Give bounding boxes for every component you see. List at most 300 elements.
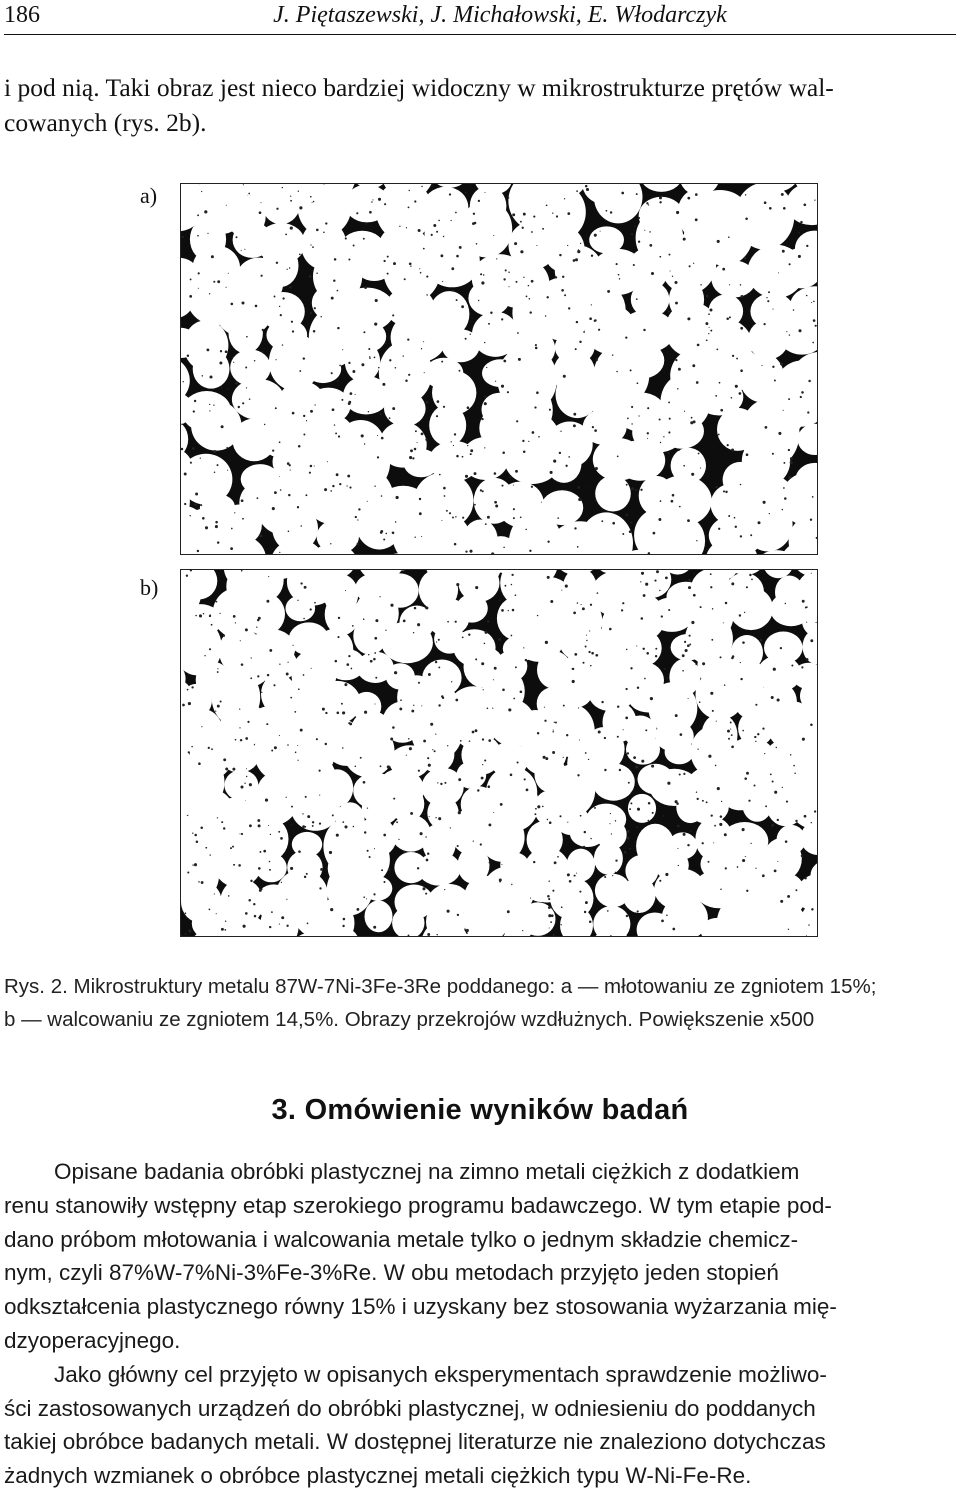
speckle	[778, 432, 781, 435]
speckle	[607, 290, 610, 293]
speckle	[441, 520, 442, 521]
speckle	[327, 461, 328, 462]
speckle	[244, 783, 245, 784]
speckle	[579, 891, 581, 893]
speckle	[651, 765, 654, 768]
speckle	[275, 407, 277, 409]
speckle	[508, 197, 509, 198]
speckle	[202, 517, 205, 520]
speckle	[390, 738, 393, 741]
speckle	[290, 227, 293, 230]
speckle	[635, 765, 638, 768]
speckle	[619, 278, 620, 279]
speckle	[679, 773, 681, 775]
speckle	[790, 461, 793, 464]
speckle	[465, 338, 467, 340]
speckle	[257, 675, 259, 677]
speckle	[429, 816, 430, 817]
speckle	[239, 708, 240, 709]
speckle	[209, 293, 210, 294]
speckle	[561, 590, 562, 591]
speckle	[774, 870, 777, 873]
speckle	[380, 530, 383, 533]
speckle	[209, 616, 210, 617]
micrograph-a	[180, 183, 818, 555]
speckle	[446, 510, 448, 512]
speckle	[594, 320, 596, 322]
micrograph-b	[180, 569, 818, 937]
speckle	[410, 449, 413, 452]
speckle	[246, 768, 247, 769]
speckle	[676, 211, 679, 214]
speckle	[319, 795, 320, 796]
speckle	[481, 777, 484, 780]
speckle	[616, 371, 618, 373]
speckle	[335, 432, 337, 434]
grain	[365, 900, 393, 932]
speckle	[435, 734, 436, 735]
speckle	[342, 349, 343, 350]
speckle	[494, 667, 497, 670]
speckle	[709, 327, 710, 328]
speckle	[381, 495, 383, 497]
speckle	[678, 368, 681, 371]
speckle	[487, 620, 489, 622]
speckle	[763, 323, 765, 325]
speckle	[643, 594, 646, 597]
speckle	[642, 648, 644, 650]
speckle	[807, 411, 809, 413]
speckle	[578, 486, 581, 489]
speckle	[625, 336, 627, 338]
speckle	[444, 495, 446, 497]
speckle	[659, 196, 662, 199]
grain	[424, 236, 480, 288]
running-head-authors: J. Piętaszewski, J. Michałowski, E. Włodarczyk	[273, 2, 727, 28]
speckle	[575, 348, 577, 350]
speckle	[702, 662, 705, 665]
speckle	[357, 543, 359, 545]
speckle	[303, 357, 305, 359]
body-line: nym, czyli 87%W-7%Ni-3%Fe-3%Re. W obu metodach przyjęto jeden stopień	[4, 1260, 779, 1286]
speckle	[438, 704, 440, 706]
speckle	[547, 819, 548, 820]
speckle	[299, 370, 301, 372]
speckle	[722, 268, 725, 271]
speckle	[626, 915, 628, 917]
speckle	[269, 869, 271, 871]
speckle	[404, 278, 406, 280]
speckle	[456, 583, 459, 586]
speckle	[731, 657, 734, 660]
speckle	[802, 738, 805, 741]
speckle	[257, 819, 260, 822]
speckle	[604, 769, 606, 771]
speckle	[567, 822, 568, 823]
speckle	[612, 875, 613, 876]
speckle	[621, 192, 624, 195]
speckle	[460, 740, 462, 742]
speckle	[528, 285, 530, 287]
speckle	[396, 496, 399, 499]
speckle	[801, 391, 804, 394]
speckle	[683, 833, 686, 836]
speckle	[579, 739, 580, 740]
speckle	[806, 622, 807, 623]
speckle	[601, 701, 603, 703]
speckle	[190, 515, 191, 516]
speckle	[306, 873, 308, 875]
speckle	[682, 654, 685, 657]
speckle	[489, 861, 491, 863]
speckle	[700, 468, 701, 469]
speckle	[523, 277, 524, 278]
panel-b-label: b)	[140, 575, 159, 600]
speckle	[627, 752, 629, 754]
speckle	[242, 402, 244, 404]
speckle	[576, 190, 578, 192]
speckle	[291, 806, 293, 808]
speckle	[352, 625, 354, 627]
speckle	[254, 360, 256, 362]
speckle	[507, 910, 510, 913]
speckle	[412, 457, 414, 459]
speckle	[227, 388, 228, 389]
speckle	[574, 653, 577, 656]
speckle	[525, 529, 527, 531]
speckle	[432, 749, 433, 750]
speckle	[272, 449, 274, 451]
speckle	[200, 457, 201, 458]
speckle	[314, 307, 316, 309]
speckle	[700, 284, 701, 285]
speckle	[668, 431, 670, 433]
speckle	[207, 233, 208, 234]
speckle	[523, 213, 526, 216]
speckle	[488, 823, 491, 826]
speckle	[389, 417, 391, 419]
grain	[220, 739, 259, 772]
speckle	[637, 686, 639, 688]
speckle	[618, 274, 620, 276]
speckle	[250, 880, 252, 882]
speckle	[215, 710, 216, 711]
speckle	[216, 913, 217, 914]
speckle	[565, 465, 567, 467]
speckle	[279, 441, 281, 443]
speckle	[569, 880, 572, 883]
speckle	[211, 624, 213, 626]
speckle	[584, 911, 586, 913]
speckle	[641, 572, 644, 575]
speckle	[666, 915, 668, 917]
speckle	[789, 334, 790, 335]
speckle	[245, 737, 248, 740]
speckle	[477, 789, 479, 791]
speckle	[685, 649, 688, 652]
speckle	[573, 259, 576, 262]
speckle	[414, 448, 417, 451]
speckle	[421, 348, 422, 349]
speckle	[194, 400, 196, 402]
speckle	[410, 266, 411, 267]
speckle	[617, 456, 619, 458]
speckle	[462, 517, 464, 519]
speckle	[720, 888, 722, 890]
speckle	[674, 281, 677, 284]
speckle	[623, 906, 624, 907]
speckle	[278, 831, 280, 833]
grain	[418, 852, 461, 886]
speckle	[723, 490, 725, 492]
speckle	[754, 736, 756, 738]
speckle	[333, 279, 335, 281]
speckle	[573, 424, 576, 427]
speckle	[537, 732, 539, 734]
speckle	[578, 498, 581, 501]
speckle	[428, 764, 431, 767]
speckle	[355, 766, 357, 768]
speckle	[181, 423, 183, 425]
speckle	[322, 708, 325, 711]
grain	[229, 313, 263, 354]
speckle	[281, 882, 282, 883]
speckle	[609, 628, 612, 631]
speckle	[546, 204, 548, 206]
speckle	[219, 361, 222, 364]
speckle	[663, 436, 664, 437]
speckle	[715, 486, 717, 488]
speckle	[316, 738, 318, 740]
speckle	[475, 658, 477, 660]
speckle	[249, 824, 252, 827]
speckle	[208, 747, 210, 749]
speckle	[406, 755, 407, 756]
speckle	[706, 801, 708, 803]
speckle	[629, 808, 631, 810]
speckle	[313, 330, 316, 333]
speckle	[750, 534, 752, 536]
speckle	[644, 230, 645, 231]
speckle	[745, 194, 746, 195]
speckle	[695, 664, 696, 665]
speckle	[723, 622, 724, 623]
speckle	[636, 298, 638, 300]
speckle	[549, 821, 552, 824]
speckle	[290, 867, 293, 870]
speckle	[549, 409, 551, 411]
speckle	[626, 484, 628, 486]
speckle	[261, 888, 263, 890]
speckle	[731, 582, 734, 585]
speckle	[280, 314, 282, 316]
speckle	[740, 484, 742, 486]
speckle	[444, 782, 446, 784]
speckle	[653, 532, 656, 535]
speckle	[431, 234, 433, 236]
speckle	[286, 899, 287, 900]
speckle	[698, 453, 700, 455]
speckle	[383, 881, 385, 883]
speckle	[319, 770, 321, 772]
speckle	[342, 711, 345, 714]
speckle	[509, 476, 511, 478]
speckle	[533, 216, 535, 218]
speckle	[562, 276, 564, 278]
speckle	[567, 245, 568, 246]
speckle	[560, 924, 561, 925]
speckle	[310, 244, 311, 245]
speckle	[417, 623, 420, 626]
speckle	[369, 211, 372, 214]
speckle	[453, 445, 454, 446]
speckle	[458, 811, 461, 814]
speckle	[773, 668, 776, 671]
speckle	[498, 638, 501, 641]
speckle	[337, 290, 339, 292]
speckle	[246, 387, 247, 388]
speckle	[437, 782, 438, 783]
speckle	[640, 489, 642, 491]
speckle	[742, 730, 744, 732]
speckle	[514, 242, 517, 245]
speckle	[316, 272, 317, 273]
speckle	[470, 449, 473, 452]
speckle	[459, 246, 462, 249]
speckle	[374, 652, 376, 654]
speckle	[622, 602, 624, 604]
speckle	[266, 537, 267, 538]
speckle	[581, 604, 582, 605]
speckle	[316, 229, 319, 232]
speckle	[675, 714, 678, 717]
speckle	[786, 801, 788, 803]
speckle	[403, 355, 404, 356]
speckle	[337, 636, 339, 638]
speckle	[255, 305, 258, 308]
speckle	[635, 779, 636, 780]
speckle	[515, 594, 517, 596]
intro-line: i pod nią. Taki obraz jest nieco bardziej widoczny w mikrostrukturze prętów wal-	[4, 73, 834, 102]
speckle	[353, 826, 355, 828]
speckle	[737, 866, 739, 868]
speckle	[341, 399, 343, 401]
speckle	[504, 585, 506, 587]
speckle	[225, 921, 226, 922]
speckle	[585, 752, 587, 754]
speckle	[408, 206, 410, 208]
speckle	[668, 401, 670, 403]
speckle	[225, 350, 228, 353]
speckle	[310, 608, 312, 610]
speckle	[494, 501, 497, 504]
speckle	[682, 670, 684, 672]
grain	[665, 740, 694, 765]
speckle	[780, 900, 783, 903]
speckle	[226, 205, 227, 206]
speckle	[182, 236, 184, 238]
speckle	[287, 269, 288, 270]
speckle	[484, 396, 486, 398]
speckle	[408, 738, 410, 740]
speckle	[271, 911, 273, 913]
speckle	[467, 445, 468, 446]
speckle	[508, 286, 509, 287]
speckle	[665, 873, 668, 876]
speckle	[710, 309, 713, 312]
speckle	[676, 802, 678, 804]
speckle	[312, 246, 314, 248]
speckle	[782, 787, 783, 788]
speckle	[482, 738, 484, 740]
speckle	[338, 435, 340, 437]
speckle	[309, 472, 311, 474]
grain	[325, 594, 360, 635]
speckle	[195, 615, 197, 617]
speckle	[385, 630, 386, 631]
speckle	[456, 299, 458, 301]
speckle	[325, 712, 327, 714]
speckle	[424, 372, 425, 373]
speckle	[541, 502, 542, 503]
speckle	[364, 711, 367, 714]
speckle	[609, 823, 610, 824]
speckle	[457, 845, 459, 847]
speckle	[659, 418, 661, 420]
speckle	[610, 813, 611, 814]
speckle	[548, 880, 549, 881]
speckle	[771, 696, 774, 699]
speckle	[790, 457, 793, 460]
speckle	[612, 522, 615, 525]
speckle	[604, 737, 606, 739]
speckle	[793, 765, 795, 767]
speckle	[297, 745, 298, 746]
speckle	[554, 722, 555, 723]
speckle	[708, 861, 710, 863]
speckle	[752, 325, 753, 326]
speckle	[638, 241, 640, 243]
speckle	[420, 272, 422, 274]
speckle	[798, 255, 801, 258]
speckle	[455, 621, 457, 623]
speckle	[551, 914, 554, 917]
speckle	[329, 851, 332, 854]
speckle	[648, 802, 651, 805]
speckle	[652, 812, 654, 814]
speckle	[191, 746, 192, 747]
speckle	[457, 914, 459, 916]
speckle	[778, 272, 779, 273]
speckle	[213, 405, 214, 406]
speckle	[249, 783, 252, 786]
speckle	[666, 678, 667, 679]
speckle	[561, 906, 563, 908]
speckle	[365, 223, 367, 225]
speckle	[730, 729, 731, 730]
speckle	[612, 354, 613, 355]
speckle	[245, 367, 247, 369]
speckle	[387, 273, 389, 275]
speckle	[217, 280, 220, 283]
speckle	[241, 250, 242, 251]
speckle	[762, 874, 765, 877]
speckle	[637, 808, 640, 811]
speckle	[481, 281, 484, 284]
speckle	[215, 525, 218, 528]
speckle	[550, 600, 553, 603]
speckle	[482, 764, 483, 765]
